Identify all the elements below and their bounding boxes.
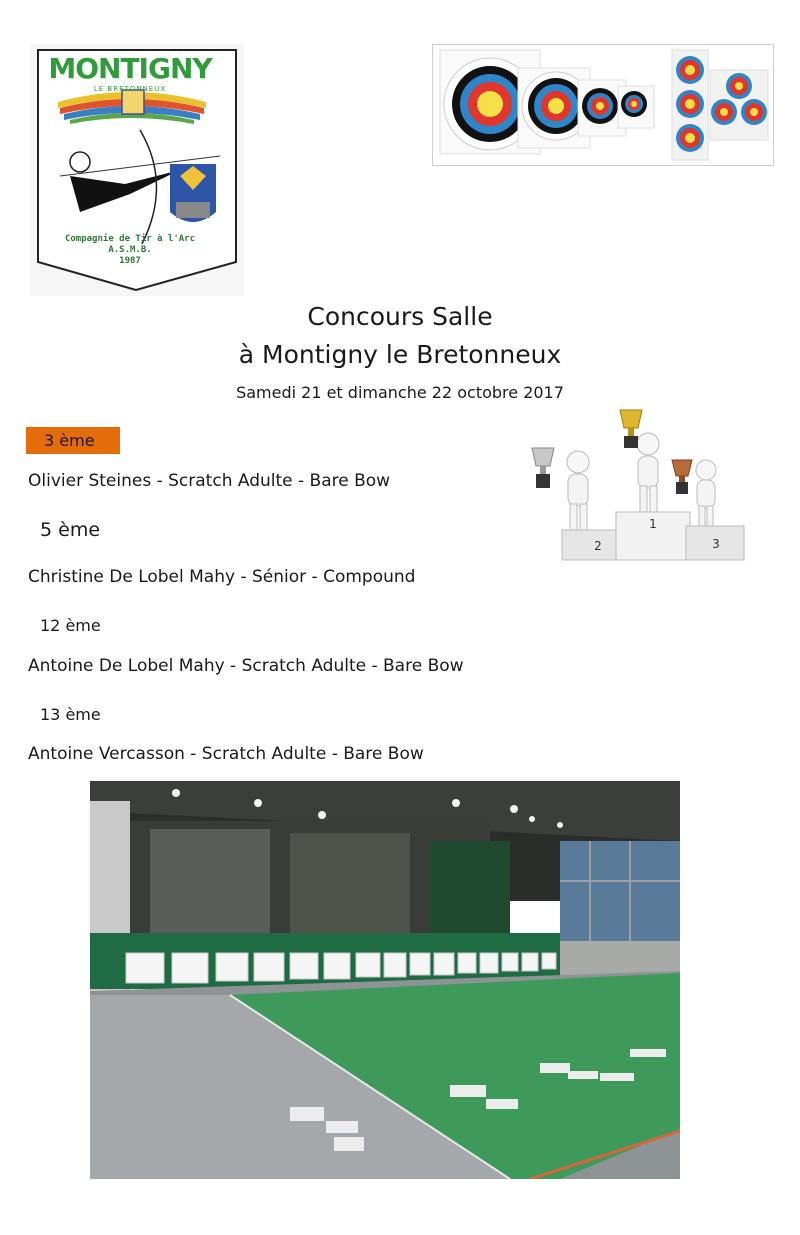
logo-motto-line3: 1987 — [119, 256, 141, 266]
result-rank: 12 ème — [40, 616, 101, 635]
logo-motto — [30, 234, 230, 267]
target-faces-illustration — [432, 44, 774, 166]
archery-hall-illustration — [90, 781, 680, 1179]
archery-hall-photo — [90, 781, 680, 1179]
podium-place-2: 2 — [594, 539, 602, 553]
result-entry: Antoine De Lobel Mahy - Scratch Adulte - Bare Bow — [28, 656, 464, 676]
podium-graphic — [526, 400, 748, 570]
result-entry: Christine De Lobel Mahy - Sénior - Compound — [28, 567, 416, 587]
event-location: à Montigny le Bretonneux — [238, 340, 562, 369]
result-rank: 5 ème — [40, 519, 101, 541]
logo-motto-line2: A.S.M.B. — [108, 245, 152, 255]
podium-illustration — [526, 400, 748, 570]
podium-place-1: 1 — [649, 517, 657, 531]
event-date: Samedi 21 et dimanche 22 octobre 2017 — [236, 383, 564, 402]
target-faces-image — [432, 44, 774, 166]
logo-motto-line1: Compagnie de Tir à l'Arc — [64, 234, 196, 244]
result-rank: 13 ème — [40, 705, 101, 724]
event-title: Concours Salle — [307, 302, 493, 331]
club-logo — [30, 44, 244, 296]
result-entry: Antoine Vercasson - Scratch Adulte - Bare Bow — [28, 744, 424, 764]
result-entry: Olivier Steines - Scratch Adulte - Bare Bow — [28, 471, 391, 491]
logo-title: MONTIGNY — [48, 52, 212, 85]
logo-subtitle: LE BRETONNEUX — [93, 85, 167, 93]
result-rank-highlight: 3 ème — [26, 427, 120, 454]
podium-place-3: 3 — [712, 537, 720, 551]
